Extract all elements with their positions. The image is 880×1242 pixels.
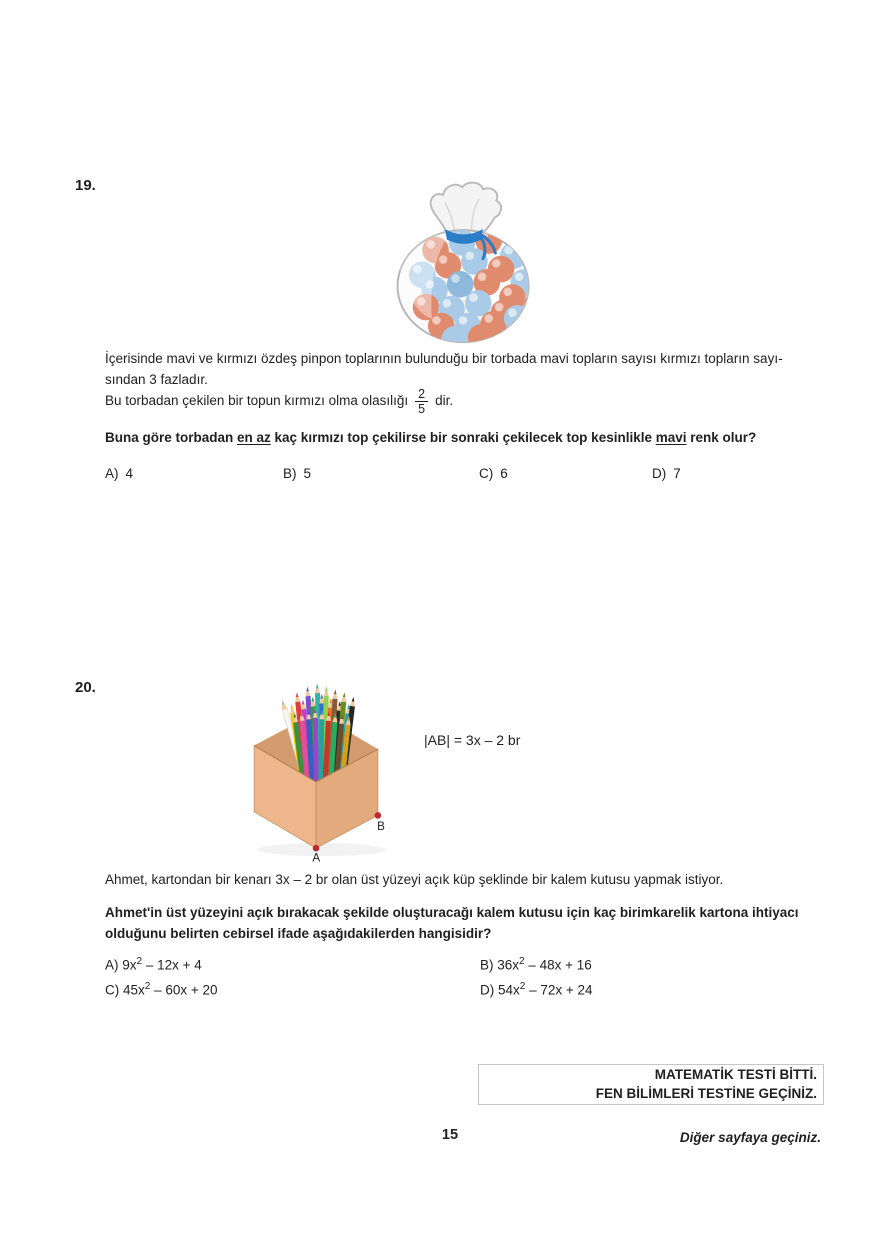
fraction-denominator: 5 (418, 402, 426, 417)
q19-stem-part1: Buna göre torbadan (105, 430, 238, 445)
q19-question-stem (105, 428, 832, 449)
pencil-box-illustration (243, 680, 389, 862)
q19-option-d: D) 7 (652, 466, 681, 481)
q20-option-a: A) $9x^2 - 12x + 4$ (105, 956, 202, 973)
q20-paragraph: Ahmet, kartondan bir kenarı 3x – 2 br olan üst yüzeyi açık küp şeklinde bir kalem kutusu yapmak istiyor. (105, 872, 724, 887)
bag-top (431, 183, 501, 235)
ball-bag-illustration (388, 176, 540, 346)
q19-option-a: A) 4 (105, 466, 134, 481)
q19-option-c: C) 6 (479, 466, 508, 481)
q19-option-b: B) 5 (283, 466, 312, 481)
ab-length-label: |AB| = 3x – 2 br (424, 732, 521, 748)
point-b-label: B (377, 819, 385, 833)
question-20-number: 20. (75, 679, 96, 696)
q19-para-line2: sından 3 fazladır. (105, 371, 208, 387)
next-page-note: Diğer sayfaya geçiniz. (679, 1130, 821, 1145)
q20-options (105, 956, 832, 1008)
q20-option-d: D) $54x^2 - 72x + 24$ (480, 981, 593, 998)
q19-prob-text: Bu torbadan çekilen bir topun kırmızı olma olasılığı (105, 393, 409, 409)
page-number: 15 (441, 1127, 459, 1143)
question-19-number: 19. (75, 177, 96, 194)
corner-dot-a (313, 845, 320, 852)
point-a-label: A (312, 851, 321, 862)
test-end-line2: FEN BİLİMLERİ TESTİNE GEÇİNİZ. (595, 1085, 817, 1101)
q20-option-c: C) $45x^2 - 60x + 20$ (105, 981, 218, 998)
q19-stem-part2: kaç kırmızı top çekilirse bir sonraki çekilecek top kesinlikle (270, 430, 656, 445)
q19-stem-part3: renk olur? (686, 430, 757, 445)
q19-probability-line (105, 387, 832, 417)
q20-option-b: B) $36x^2 - 48x + 16$ (480, 956, 592, 973)
q19-stem-underline1: en az (237, 430, 271, 445)
fraction-numerator: 2 (415, 387, 428, 402)
test-end-box (478, 1064, 824, 1105)
q19-para-line1: İçerisinde mavi ve kırmızı özdeş pinpon toplarının bulunduğu bir torbada mavi topların sayısı kırmızı topların sayı- (105, 351, 783, 366)
q19-options (105, 466, 832, 486)
q19-prob-suffix: dir. (435, 393, 454, 409)
probability-fraction (415, 387, 428, 417)
q19-stem-underline2: mavi (655, 430, 687, 445)
q19-paragraph (105, 349, 832, 391)
corner-dot-b (375, 812, 382, 819)
test-end-line1: MATEMATİK TESTİ BİTTİ. (654, 1066, 817, 1082)
q20-question-stem: Ahmet'in üst yüzeyini açık bırakacak şekilde oluşturacağı kalem kutusu için kaç birimkarelik kartona ihtiyacı olduğunu belirten cebirsel ifade aşağıdakilerden hangisidir? (105, 905, 799, 941)
